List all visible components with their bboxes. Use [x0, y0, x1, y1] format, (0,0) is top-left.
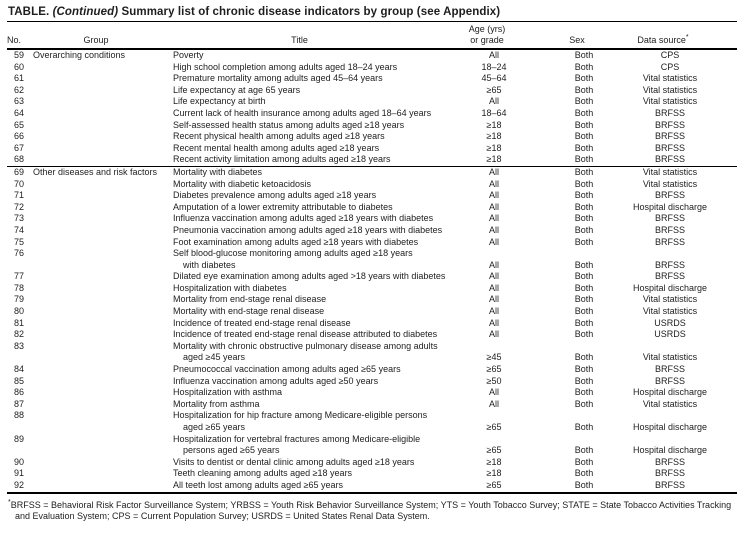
table-row [7, 73, 737, 85]
table-row [7, 376, 737, 388]
row-title-line: Incidence of treated end-stage renal disease [173, 317, 351, 328]
row-sex: Both [574, 294, 594, 305]
table-row [7, 166, 737, 179]
row-number: 81 [14, 317, 25, 328]
row-number: 71 [14, 190, 25, 201]
table-title-label: TABLE. [8, 6, 50, 18]
row-title-line: Self blood-glucose monitoring among adults aged ≥18 years [173, 248, 413, 259]
row-group [33, 468, 173, 480]
row-data-source: Hospital discharge [632, 445, 708, 456]
row-title-line: Hospitalization with diabetes [173, 282, 287, 293]
row-age: All [488, 166, 499, 177]
row-title-line: Mortality with diabetic ketoacidosis [173, 178, 312, 189]
row-group [33, 341, 173, 364]
row-title-line: Diabetes prevalence among adults aged ≥18 years [173, 190, 377, 201]
row-title [173, 179, 440, 191]
table-row [7, 131, 737, 143]
row-age: ≥65 [486, 84, 502, 95]
row-title [173, 468, 440, 480]
row-group [33, 225, 173, 237]
row-group [33, 85, 173, 97]
row-sex: Both [574, 50, 594, 60]
table-row [7, 202, 737, 214]
row-group [33, 329, 173, 341]
row-group [33, 131, 173, 143]
table-title [7, 4, 737, 22]
row-title [173, 399, 440, 411]
row-data-source: BRFSS [654, 224, 685, 235]
row-sex: Both [574, 166, 594, 177]
row-age: All [488, 317, 499, 328]
row-title [173, 202, 440, 214]
row-group [33, 480, 173, 492]
row-group [33, 202, 173, 214]
row-number: 66 [14, 131, 25, 142]
row-title-line: Visits to dentist or dental clinic among adults aged ≥18 years [173, 456, 415, 467]
row-data-source: Vital statistics [642, 73, 698, 84]
row-group [33, 154, 173, 166]
row-data-source: Vital statistics [642, 294, 698, 305]
row-number: 63 [14, 96, 25, 107]
row-group [33, 306, 173, 318]
row-age: ≥65 [486, 364, 502, 375]
row-data-source: BRFSS [654, 142, 685, 153]
row-data-source: BRFSS [654, 154, 685, 165]
row-data-source: BRFSS [654, 364, 685, 375]
table-row [7, 399, 737, 411]
row-title-line: Life expectancy at age 65 years [173, 84, 301, 95]
table-row [7, 96, 737, 108]
table-row [7, 294, 737, 306]
footnote-marker: * [8, 498, 11, 506]
row-title-line: Incidence of treated end-stage renal disease attributed to diabetes [173, 329, 438, 340]
row-number: 84 [14, 364, 25, 375]
column-header-title: Title [291, 35, 308, 45]
row-sex: Both [574, 61, 594, 72]
row-data-source: BRFSS [654, 271, 685, 282]
table-row [7, 237, 737, 249]
row-sex: Both [574, 190, 594, 201]
row-title-line: Mortality from asthma [173, 398, 260, 409]
row-number: 70 [14, 178, 25, 189]
row-title [173, 96, 440, 108]
row-age: All [488, 190, 499, 201]
column-header-row [7, 22, 737, 50]
row-sex: Both [574, 352, 594, 363]
row-data-source: USRDS [654, 329, 686, 340]
row-group [33, 457, 173, 469]
row-title-line: Mortality with chronic obstructive pulmonary disease among adults [173, 340, 438, 351]
row-title [173, 108, 440, 120]
row-age: 45–64 [481, 73, 507, 84]
row-data-source: Vital statistics [642, 96, 698, 107]
table-row [7, 225, 737, 237]
row-title-line: Life expectancy at birth [173, 96, 266, 107]
row-title [173, 329, 440, 341]
table-title-text: Summary list of chronic disease indicators by group (see Appendix) [121, 6, 501, 18]
row-number: 74 [14, 224, 25, 235]
footnote-text: BRFSS = Behavioral Risk Factor Surveillance System; YRBSS = Youth Risk Behavior Surveillance System; YTS = Youth Tobacco Survey; STATE = State Tobacco Activities Tracking and Evaluation System; CPS = Current Population Survey; USRDS = United States Renal Data System. [10, 499, 732, 521]
table-row [7, 387, 737, 399]
row-age: All [488, 387, 499, 398]
row-title [173, 480, 440, 492]
row-title [173, 364, 440, 376]
row-data-source: Vital statistics [642, 178, 698, 189]
table-row [7, 318, 737, 330]
column-header-sex: Sex [569, 35, 585, 45]
row-age: All [488, 259, 499, 270]
row-sex: Both [574, 468, 594, 479]
row-age: All [488, 201, 499, 212]
column-header-age-line2: or grade [470, 35, 504, 45]
row-number: 75 [14, 236, 25, 247]
row-title-line: Hospitalization for hip fracture among Medicare-eligible persons [173, 410, 428, 421]
table-row [7, 85, 737, 97]
row-title-line: persons aged ≥65 years [183, 445, 280, 456]
row-age: All [488, 50, 499, 60]
row-title [173, 120, 440, 132]
row-title [173, 248, 440, 271]
row-group [33, 376, 173, 388]
row-number: 90 [14, 456, 25, 467]
table-row [7, 248, 737, 271]
row-group [33, 143, 173, 155]
row-title [173, 190, 440, 202]
table-row [7, 306, 737, 318]
row-number: 83 [14, 340, 25, 351]
row-title [173, 410, 440, 433]
row-title-line: Recent activity limitation among adults aged ≥18 years [173, 154, 391, 165]
row-age: All [488, 282, 499, 293]
table-row [7, 108, 737, 120]
row-group [33, 96, 173, 108]
row-title-line: Mortality from end-stage renal disease [173, 294, 327, 305]
row-group [33, 213, 173, 225]
row-number: 77 [14, 271, 25, 282]
row-sex: Both [574, 107, 594, 118]
row-sex: Both [574, 73, 594, 84]
row-number: 86 [14, 387, 25, 398]
row-data-source: BRFSS [654, 119, 685, 130]
row-title [173, 271, 446, 283]
row-number: 79 [14, 294, 25, 305]
row-group [33, 120, 173, 132]
row-data-source: BRFSS [654, 131, 685, 142]
row-number: 76 [14, 248, 25, 259]
row-age: All [488, 96, 499, 107]
column-header-no: No. [7, 35, 22, 45]
table-row [7, 468, 737, 480]
row-group [33, 62, 173, 74]
row-title-line: Pneumococcal vaccination among adults aged ≥65 years [173, 364, 401, 375]
row-title-line: Teeth cleaning among adults aged ≥18 years [173, 468, 353, 479]
row-title-line: Foot examination among adults aged ≥18 years with diabetes [173, 236, 419, 247]
table-row [7, 50, 737, 62]
row-group: Overarching conditions [33, 50, 126, 60]
row-number: 89 [14, 433, 25, 444]
row-age: ≥18 [486, 131, 502, 142]
row-group [33, 108, 173, 120]
row-data-source: BRFSS [654, 107, 685, 118]
row-age: ≥18 [486, 456, 502, 467]
row-title-line: Influenza vaccination among adults aged ≥50 years [173, 375, 379, 386]
row-group [33, 294, 173, 306]
row-age: ≥65 [486, 479, 502, 490]
row-group [33, 190, 173, 202]
row-age: All [488, 294, 499, 305]
row-data-source: Hospital discharge [632, 387, 708, 398]
row-number: 69 [14, 166, 25, 177]
row-sex: Both [574, 178, 594, 189]
row-number: 64 [14, 107, 25, 118]
row-age: 18–24 [481, 61, 507, 72]
row-sex: Both [574, 364, 594, 375]
row-data-source: BRFSS [654, 456, 685, 467]
table-row [7, 329, 737, 341]
row-age: All [488, 329, 499, 340]
table-row [7, 341, 737, 364]
row-title-line: Amputation of a lower extremity attributable to diabetes [173, 201, 393, 212]
table-title-continued: (Continued) [52, 6, 119, 18]
row-age: All [488, 224, 499, 235]
table-row [7, 143, 737, 155]
row-title [173, 306, 440, 318]
row-title [173, 294, 440, 306]
row-data-source: BRFSS [654, 259, 685, 270]
row-title-line: Pneumonia vaccination among adults aged ≥18 years with diabetes [173, 224, 443, 235]
row-data-source: CPS [660, 50, 680, 60]
row-sex: Both [574, 398, 594, 409]
row-sex: Both [574, 96, 594, 107]
row-number: 72 [14, 201, 25, 212]
table-row [7, 364, 737, 376]
row-age: ≥45 [486, 352, 502, 363]
row-group [33, 399, 173, 411]
row-title [173, 73, 440, 85]
row-data-source: BRFSS [654, 213, 685, 224]
table-row [7, 154, 737, 166]
row-group [33, 318, 173, 330]
column-header-group: Group [83, 35, 109, 45]
row-sex: Both [574, 131, 594, 142]
row-data-source: BRFSS [654, 190, 685, 201]
row-title [173, 131, 440, 143]
row-group [33, 248, 173, 271]
row-sex: Both [574, 201, 594, 212]
row-group [33, 73, 173, 85]
row-group: Other diseases and risk factors [33, 166, 158, 177]
row-age: All [488, 213, 499, 224]
row-data-source: USRDS [654, 317, 686, 328]
table-body [7, 50, 737, 494]
table-row [7, 213, 737, 225]
row-title [173, 213, 440, 225]
row-title [173, 457, 440, 469]
row-title-line: Influenza vaccination among adults aged ≥18 years with diabetes [173, 213, 434, 224]
row-number: 85 [14, 375, 25, 386]
row-age: ≥18 [486, 119, 502, 130]
row-title [173, 318, 440, 330]
row-group [33, 237, 173, 249]
row-age: ≥18 [486, 154, 502, 165]
row-group [33, 387, 173, 399]
row-title-line: Recent mental health among adults aged ≥18 years [173, 142, 380, 153]
row-title-line: with diabetes [183, 259, 236, 270]
row-data-source: Hospital discharge [632, 282, 708, 293]
row-number: 82 [14, 329, 25, 340]
row-age: 18–64 [481, 107, 507, 118]
row-number: 67 [14, 142, 25, 153]
row-age: ≥65 [486, 445, 502, 456]
table-row [7, 190, 737, 202]
row-data-source: Vital statistics [642, 398, 698, 409]
row-number: 60 [14, 61, 25, 72]
row-title-line: Mortality with diabetes [173, 166, 263, 177]
row-group [33, 271, 173, 283]
row-age: All [488, 306, 499, 317]
table-footnote [7, 494, 737, 522]
row-sex: Both [574, 329, 594, 340]
row-data-source: CPS [660, 61, 680, 72]
row-title [173, 154, 440, 166]
row-number: 62 [14, 84, 25, 95]
row-number: 91 [14, 468, 25, 479]
row-sex: Both [574, 119, 594, 130]
row-sex: Both [574, 387, 594, 398]
row-title-line: Hospitalization for vertebral fractures among Medicare-eligible [173, 433, 421, 444]
row-group [33, 434, 173, 457]
row-title-line: Recent physical health among adults aged ≥18 years [173, 131, 385, 142]
row-title-line: Mortality with end-stage renal disease [173, 306, 325, 317]
table-row [7, 457, 737, 469]
row-number: 88 [14, 410, 25, 421]
row-title-line: Premature mortality among adults aged 45–64 years [173, 73, 383, 84]
row-title-line: Current lack of health insurance among adults aged 18–64 years [173, 107, 432, 118]
row-number: 65 [14, 119, 25, 130]
row-group [33, 179, 173, 191]
row-title-line: Self-assessed health status among adults aged ≥18 years [173, 119, 405, 130]
row-group [33, 283, 173, 295]
row-title [173, 387, 440, 399]
row-data-source: BRFSS [654, 236, 685, 247]
row-title [173, 283, 440, 295]
row-sex: Both [574, 84, 594, 95]
column-header-data-source: Data source* [637, 34, 689, 45]
table-row [7, 62, 737, 74]
row-age: ≥18 [486, 142, 502, 153]
row-title [173, 50, 440, 62]
column-header-age [433, 24, 541, 46]
row-title-line: aged ≥65 years [183, 422, 245, 432]
row-title [173, 167, 440, 179]
row-sex: Both [574, 375, 594, 386]
row-title [173, 143, 440, 155]
row-age: ≥65 [486, 422, 502, 432]
row-age: All [488, 178, 499, 189]
row-sex: Both [574, 154, 594, 165]
row-data-source: Vital statistics [642, 84, 698, 95]
row-number: 78 [14, 282, 25, 293]
row-data-source: Hospital discharge [632, 201, 708, 212]
row-data-source: Vital statistics [642, 166, 698, 177]
row-title [173, 62, 440, 74]
table-row [7, 179, 737, 191]
row-number: 68 [14, 154, 25, 165]
row-title [173, 434, 440, 457]
table-row [7, 480, 737, 492]
column-header-age-line1: Age (yrs) [468, 24, 506, 34]
row-title [173, 376, 440, 388]
row-sex: Both [574, 259, 594, 270]
row-sex: Both [574, 445, 594, 456]
row-sex: Both [574, 142, 594, 153]
row-age: ≥18 [486, 468, 502, 479]
row-sex: Both [574, 271, 594, 282]
row-title [173, 85, 440, 97]
row-title-line: High school completion among adults aged 18–24 years [173, 61, 398, 72]
row-data-source: BRFSS [654, 468, 685, 479]
row-title-line: Dilated eye examination among adults aged >18 years with diabetes [173, 271, 446, 282]
row-sex: Both [574, 456, 594, 467]
footnote-marker: * [685, 34, 689, 41]
row-number: 61 [14, 73, 25, 84]
row-age: ≥50 [486, 375, 502, 386]
row-data-source: Hospital discharge [632, 422, 708, 432]
row-sex: Both [574, 282, 594, 293]
table-row [7, 120, 737, 132]
row-age: All [488, 271, 499, 282]
row-sex: Both [574, 422, 594, 432]
row-number: 87 [14, 398, 25, 409]
row-data-source: BRFSS [654, 479, 685, 490]
table-row [7, 434, 737, 457]
row-number: 59 [14, 50, 25, 60]
row-number: 80 [14, 306, 25, 317]
row-title-line: Hospitalization with asthma [173, 387, 283, 398]
table-row [7, 271, 737, 283]
row-title [173, 224, 443, 237]
row-age: All [488, 236, 499, 247]
row-data-source: BRFSS [654, 375, 685, 386]
row-title-line: Poverty [173, 50, 204, 60]
row-title-line: aged ≥45 years [183, 352, 245, 363]
row-number: 73 [14, 213, 25, 224]
row-sex: Both [574, 479, 594, 490]
row-title-line: All teeth lost among adults aged ≥65 years [173, 479, 344, 490]
row-group [33, 410, 173, 433]
row-data-source: Vital statistics [642, 352, 698, 363]
table-row [7, 283, 737, 295]
row-data-source: Vital statistics [642, 306, 698, 317]
row-group [33, 364, 173, 376]
row-sex: Both [574, 213, 594, 224]
table-row [7, 410, 737, 433]
row-title [173, 237, 440, 249]
row-sex: Both [574, 224, 594, 235]
row-number: 92 [14, 479, 25, 490]
row-sex: Both [574, 236, 594, 247]
row-age: All [488, 398, 499, 409]
row-sex: Both [574, 306, 594, 317]
table-page [7, 0, 737, 522]
row-sex: Both [574, 317, 594, 328]
row-title [173, 341, 440, 364]
